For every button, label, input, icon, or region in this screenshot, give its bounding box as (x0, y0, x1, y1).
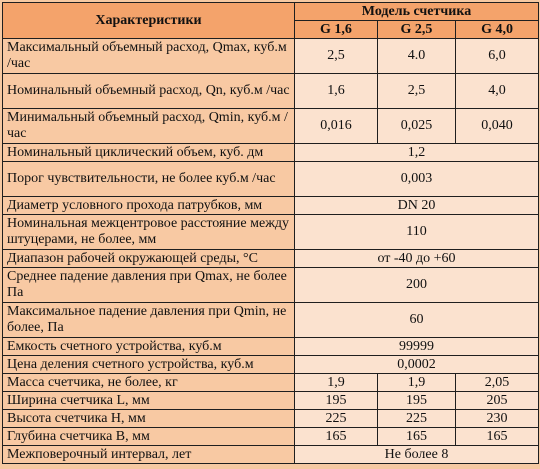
cell-value: 195 (295, 392, 378, 410)
cell-value: 165 (456, 428, 539, 446)
cell-value: 60 (295, 303, 539, 338)
row-label: Номинальный объемный расход, Qn, куб.м /час (3, 74, 295, 109)
characteristics-header: Характеристики (3, 3, 295, 39)
cell-value: 0,025 (378, 109, 456, 144)
cell-value: 1,9 (378, 374, 456, 392)
row-label: Диаметр условного прохода патрубков, мм (3, 197, 295, 215)
cell-value: 1,6 (295, 74, 378, 109)
table-row (3, 374, 539, 392)
model-g16-header: G 1,6 (295, 21, 378, 39)
model-header: Модель счетчика (295, 3, 539, 21)
row-label: Емкость счетного устройства, куб.м (3, 338, 295, 356)
cell-value: 0,0002 (295, 356, 539, 374)
table-row (3, 410, 539, 428)
table-row (3, 162, 539, 197)
cell-value: 0,003 (295, 162, 539, 197)
table-row (3, 144, 539, 162)
row-label: Межповерочный интервал, лет (3, 446, 295, 464)
cell-value: 195 (378, 392, 456, 410)
specs-table (2, 2, 539, 464)
table-row (3, 215, 539, 250)
row-label: Диапазон рабочей окружающей среды, °С (3, 250, 295, 268)
cell-value: 165 (295, 428, 378, 446)
cell-value: 6,0 (456, 39, 539, 74)
model-g40-header: G 4,0 (456, 21, 539, 39)
row-label: Цена деления счетного устройства, куб.м (3, 356, 295, 374)
cell-value: 4,0 (456, 74, 539, 109)
cell-value: 200 (295, 268, 539, 303)
cell-value: 205 (456, 392, 539, 410)
row-label: Ширина счетчика L, мм (3, 392, 295, 410)
cell-value: 4.0 (378, 39, 456, 74)
cell-value: 0,016 (295, 109, 378, 144)
cell-value: от -40 до +60 (295, 250, 539, 268)
cell-value: 2,5 (378, 74, 456, 109)
row-label: Максимальное падение давления при Qmin, не более, Па (3, 303, 295, 338)
cell-value: 225 (295, 410, 378, 428)
table-row (3, 338, 539, 356)
cell-value: 165 (378, 428, 456, 446)
row-label: Порог чувствительности, не более куб.м /час (3, 162, 295, 197)
cell-value: 110 (295, 215, 539, 250)
cell-value: 1,9 (295, 374, 378, 392)
table-row (3, 109, 539, 144)
table-row (3, 356, 539, 374)
table-row (3, 392, 539, 410)
table-row (3, 268, 539, 303)
cell-value: DN 20 (295, 197, 539, 215)
row-label: Высота счетчика H, мм (3, 410, 295, 428)
cell-value: 225 (378, 410, 456, 428)
row-label: Номинальный циклический объем, куб. дм (3, 144, 295, 162)
row-label: Номинальная межцентровое расстояние между штуцерами, не более, мм (3, 215, 295, 250)
table-row (3, 428, 539, 446)
row-label: Масса счетчика, не более, кг (3, 374, 295, 392)
cell-value: 0,040 (456, 109, 539, 144)
table-row (3, 39, 539, 74)
table-row (3, 446, 539, 464)
cell-value: 2,05 (456, 374, 539, 392)
row-label: Максимальный объемный расход, Qmax, куб.м /час (3, 39, 295, 74)
row-label: Среднее падение давления при Qmax, не более Па (3, 268, 295, 303)
cell-value: 230 (456, 410, 539, 428)
cell-value: Не более 8 (295, 446, 539, 464)
table-row (3, 74, 539, 109)
table-row (3, 197, 539, 215)
cell-value: 99999 (295, 338, 539, 356)
row-label: Минимальный объемный расход, Qmin, куб.м /час (3, 109, 295, 144)
table-row (3, 250, 539, 268)
model-g25-header: G 2,5 (378, 21, 456, 39)
table-row (3, 303, 539, 338)
cell-value: 2,5 (295, 39, 378, 74)
cell-value: 1,2 (295, 144, 539, 162)
row-label: Глубина счетчика B, мм (3, 428, 295, 446)
